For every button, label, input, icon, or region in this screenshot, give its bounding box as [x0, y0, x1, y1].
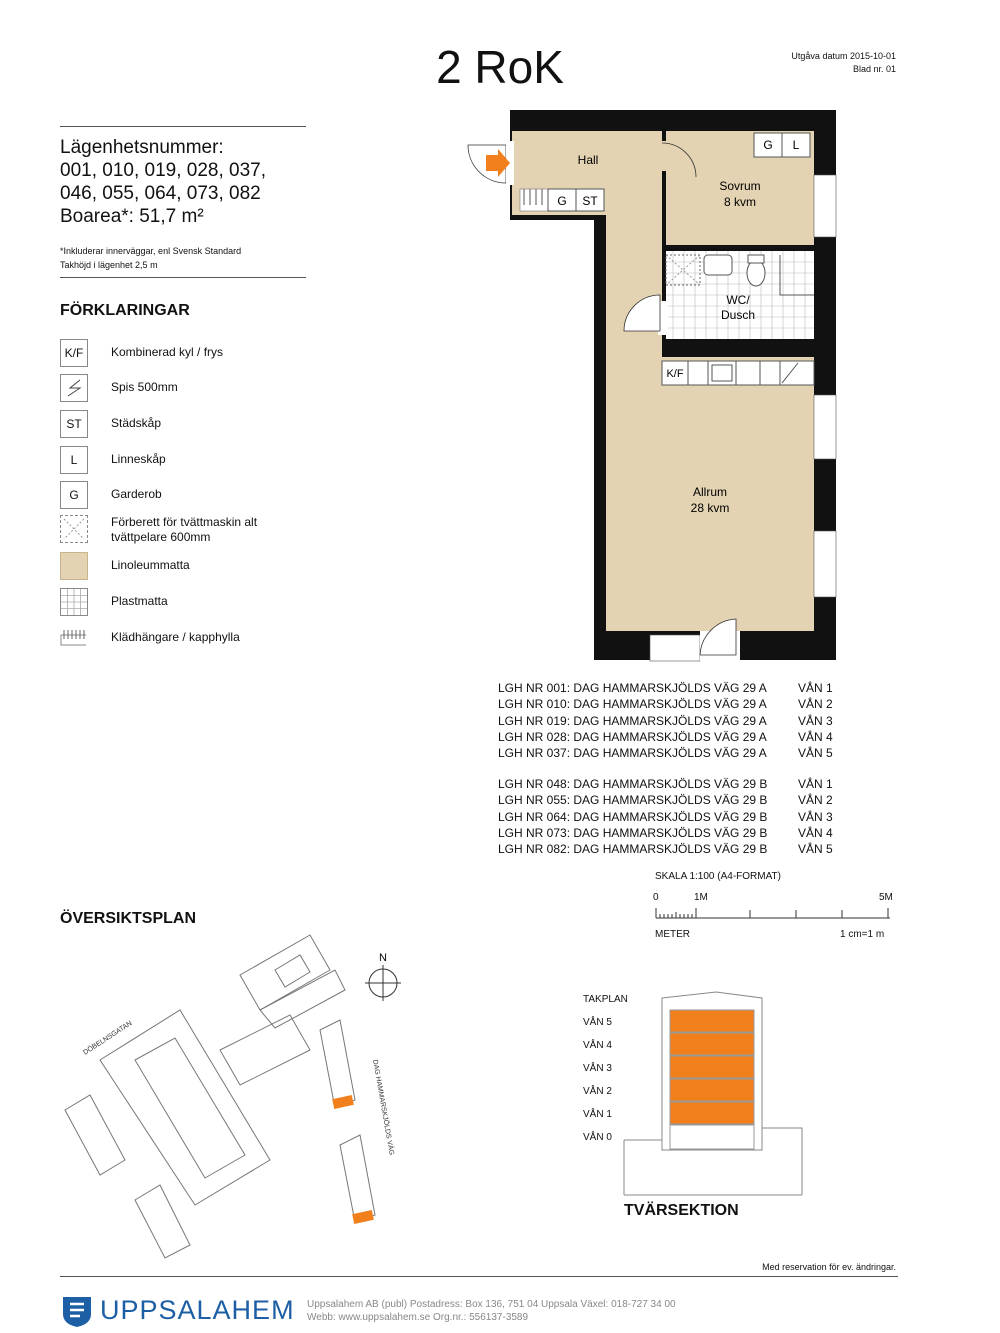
scale-one: 1M [694, 892, 708, 903]
room-label-living: Allrum [692, 485, 728, 499]
building [100, 1010, 270, 1205]
section-floor-5 [670, 1010, 754, 1032]
scale-cm: 1 cm=1 m [840, 929, 885, 940]
legend-text: Kombinerad kyl / frys [111, 345, 224, 359]
legend-item-stove [60, 374, 320, 402]
address-row: LGH NR 019: DAG HAMMARSKJÖLDS VÄG 29 A VÅN 3 [498, 713, 833, 728]
apartment-numbers [60, 136, 266, 205]
legend-item-g [60, 481, 320, 509]
highlight-building [352, 1210, 374, 1224]
floor-plan [460, 105, 850, 665]
building [275, 955, 310, 987]
north-label: N [379, 952, 387, 964]
sink-icon [704, 255, 732, 275]
legend-item-linoleum [60, 552, 320, 580]
building [260, 970, 345, 1028]
section-title: TVÄRSEKTION [624, 1202, 739, 1219]
kitchen-sink-icon [712, 365, 732, 381]
window [814, 395, 836, 459]
apartment-numbers-label: Lägenhetsnummer: [60, 137, 224, 158]
compass-cross [365, 965, 401, 1001]
legend-text: Linneskåp [111, 452, 166, 466]
street-label-dobelnsgatan: DÖBELNSGATAN [82, 1020, 134, 1057]
building [220, 1015, 310, 1085]
stove-icon [60, 374, 88, 402]
address-row: LGH NR 064: DAG HAMMARSKJÖLDS VÄG 29 B VÅN 3 [498, 809, 833, 824]
address-row: LGH NR 001: DAG HAMMARSKJÖLDS VÄG 29 A VÅN 1 [498, 681, 833, 695]
reservation-note: Med reservation för ev. ändringar. [762, 1262, 896, 1272]
overview-title: ÖVERSIKTSPLAN [60, 910, 197, 927]
address-row: LGH NR 037: DAG HAMMARSKJÖLDS VÄG 29 A VÅN 5 [498, 746, 833, 761]
legend-text: Städskåp [111, 416, 162, 430]
legend-item-plastic [60, 588, 320, 616]
uppsalahem-logo-icon [60, 1294, 94, 1328]
footer-line2: Webb: www.uppsalahem.se Org.nr.: 556137-3589 [307, 1312, 529, 1323]
kf-symbol: K/F [60, 339, 88, 367]
bedroom-door[interactable] [662, 141, 668, 171]
address-row: LGH NR 048: DAG HAMMARSKJÖLDS VÄG 29 B VÅN 1 [498, 777, 833, 791]
g-symbol: G [60, 481, 88, 509]
legend-text: Garderob [111, 487, 162, 501]
footnote-ceiling: Takhöjd i lägenhet 2,5 m [60, 260, 158, 270]
st-symbol: ST [60, 410, 88, 438]
legend-title: FÖRKLARINGAR [60, 302, 190, 319]
legend-item-st [60, 410, 320, 438]
section-label-floor3: VÅN 3 [583, 1063, 612, 1074]
scale-title: SKALA 1:100 (A4-FORMAT) [655, 871, 781, 882]
scale-five: 5M [879, 892, 893, 903]
bedroom-g-label: G [763, 138, 773, 152]
hanger-icon [60, 624, 86, 650]
living-area [60, 206, 204, 228]
section-label-floor1: VÅN 1 [583, 1109, 612, 1120]
wall [662, 339, 814, 357]
l-symbol: L [60, 446, 88, 474]
address-list-b [498, 776, 833, 857]
section-floor-4 [670, 1033, 754, 1055]
address-row: LGH NR 010: DAG HAMMARSKJÖLDS VÄG 29 A VÅN 2 [498, 697, 833, 712]
address-list-a [498, 680, 833, 761]
section-drawing [620, 990, 810, 1200]
wall [666, 247, 816, 251]
divider [60, 277, 306, 278]
legend-text: Förberett för tvättmaskin alt tvättpelare 600mm [111, 515, 258, 544]
legend-item-hanger [60, 624, 320, 652]
apartment-numbers-line2: 046, 055, 064, 073, 082 [60, 183, 261, 204]
apartment-numbers-line1: 001, 010, 019, 028, 037, [60, 160, 267, 181]
footer-contact [307, 1298, 676, 1324]
hall-g-label: G [557, 194, 567, 208]
scale-meter: METER [655, 929, 690, 940]
area-value: 51,7 m² [139, 206, 204, 227]
legend-text: Klädhängare / kapphylla [111, 630, 240, 644]
balcony-window [650, 635, 700, 661]
highlight-building [332, 1095, 354, 1109]
overview-map [55, 930, 415, 1260]
divider [60, 126, 306, 127]
room-area-living: 28 kvm [690, 501, 730, 515]
footnote-standard: *Inkluderar innerväggar, enl Svensk Standard [60, 246, 242, 256]
hall-st-label: ST [582, 194, 598, 208]
bedroom-l-label: L [792, 138, 800, 152]
legend-text: Linoleummatta [111, 558, 190, 572]
legend-text: Plastmatta [111, 594, 168, 608]
section-floor-2 [670, 1079, 754, 1101]
logo-text: UPPSALAHEM [100, 1295, 295, 1325]
issue-date: Utgåva datum 2015-10-01 [791, 51, 896, 61]
legend-item-washer [60, 515, 320, 547]
section-floor-3 [670, 1056, 754, 1078]
toilet-icon [747, 260, 765, 286]
room-label-wc: WC/ [726, 293, 750, 307]
footnote [60, 244, 241, 272]
street-label-dhv: DAG HAMMARSKJÖLDS VÄG [371, 1059, 395, 1156]
building [340, 1135, 375, 1222]
address-row: LGH NR 028: DAG HAMMARSKJÖLDS VÄG 29 A VÅN 4 [498, 729, 833, 744]
sheet-number: Blad nr. 01 [852, 64, 896, 74]
issue-meta [791, 50, 896, 76]
footer-line1: Uppsalahem AB (publ) Postadress: Box 136, 751 04 Uppsala Växel: 018-727 34 00 [307, 1299, 676, 1310]
section-label-floor2: VÅN 2 [583, 1086, 612, 1097]
section-floor-0 [670, 1125, 754, 1149]
footer-divider [60, 1276, 898, 1277]
scale-zero: 0 [653, 892, 659, 903]
room-label-hall: Hall [577, 153, 599, 167]
plastic-mat-swatch [60, 588, 88, 616]
legend-text: Spis 500mm [111, 380, 178, 394]
room-label-shower: Dusch [720, 308, 756, 322]
window [814, 175, 836, 237]
building [240, 935, 330, 1010]
room-label-bedroom: Sovrum [719, 179, 761, 193]
toilet-tank [748, 255, 764, 263]
kf-label: K/F [666, 368, 684, 380]
page-title: 2 RoK [436, 41, 564, 93]
window [814, 531, 836, 597]
building [320, 1020, 355, 1108]
washer-icon [60, 515, 88, 543]
section-label-roof: TAKPLAN [583, 994, 628, 1005]
linoleum-swatch [60, 552, 88, 580]
building [135, 1185, 190, 1258]
building [135, 1038, 245, 1178]
room-area-bedroom: 8 kvm [723, 195, 757, 209]
building [65, 1095, 125, 1175]
section-label-floor4: VÅN 4 [583, 1040, 612, 1051]
section-label-floor0: VÅN 0 [583, 1132, 612, 1143]
legend-item-l [60, 446, 320, 474]
address-row: LGH NR 082: DAG HAMMARSKJÖLDS VÄG 29 B VÅN 5 [498, 842, 833, 857]
section-label-floor5: VÅN 5 [583, 1017, 612, 1028]
area-label: Boarea*: [60, 206, 134, 227]
section-floor-1 [670, 1102, 754, 1124]
scale-bar [650, 904, 900, 920]
address-row: LGH NR 073: DAG HAMMARSKJÖLDS VÄG 29 B VÅN 4 [498, 825, 833, 840]
address-row: LGH NR 055: DAG HAMMARSKJÖLDS VÄG 29 B VÅN 2 [498, 793, 833, 808]
legend-item-kf [60, 339, 320, 367]
kitchen-counter [662, 361, 814, 385]
